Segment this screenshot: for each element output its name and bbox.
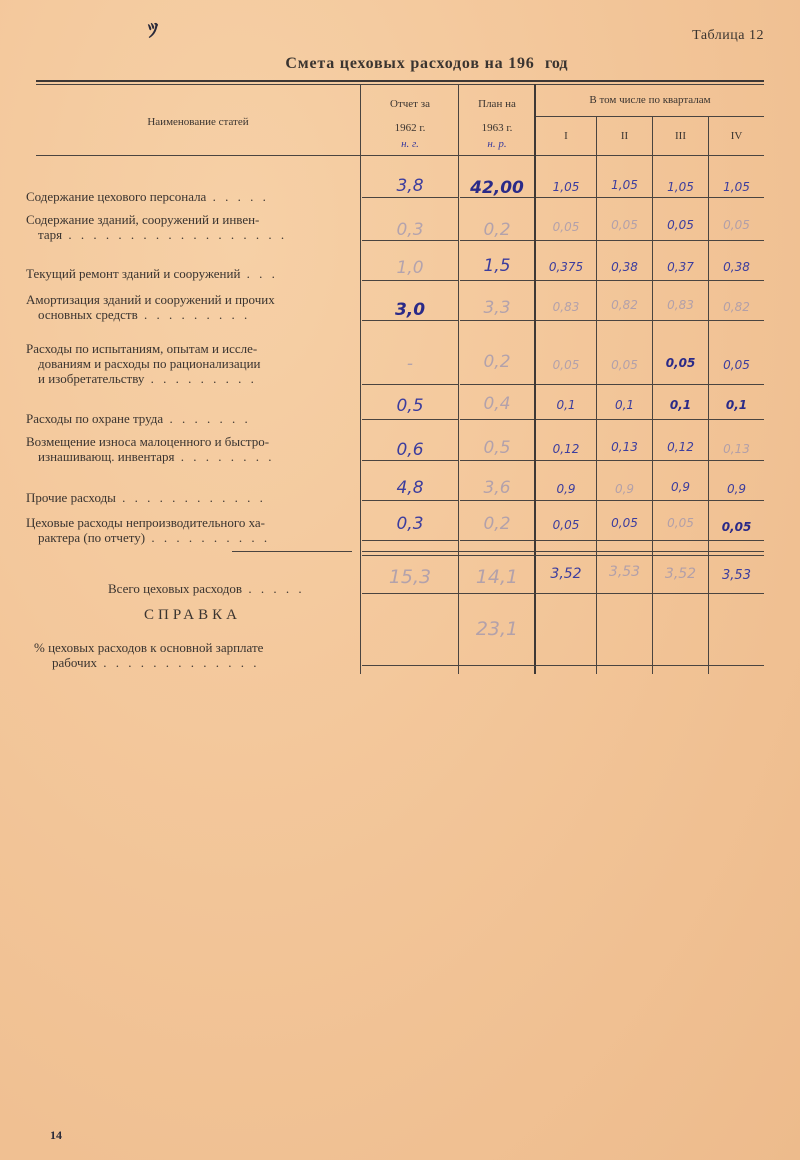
- row-q1-value: 0,12: [552, 442, 580, 456]
- header-quarter-2: II: [620, 130, 629, 142]
- header-quarter-4: IV: [730, 130, 743, 142]
- fill-line: [536, 240, 764, 241]
- total-label: Всего цеховых расходов . . . . .: [108, 581, 305, 596]
- row-q3-value: 0,05: [667, 218, 694, 232]
- fill-line: [362, 280, 458, 281]
- header-plan-year: 1963 г.: [481, 122, 513, 134]
- row-plan-value: 3,3: [483, 298, 511, 318]
- row-plan-value: 0,5: [483, 438, 511, 458]
- fill-line: [362, 240, 458, 241]
- table-number: Таблица 12: [692, 28, 764, 43]
- total-fill-line: [362, 593, 764, 594]
- reference-plan-value: 23,1: [475, 618, 519, 640]
- row-report-value: 1,0: [396, 258, 424, 278]
- row-report-value: 0,3: [396, 220, 424, 240]
- row-report-value: -: [406, 354, 414, 374]
- total-plan-value: 14,1: [475, 566, 519, 588]
- column-divider-q4: [708, 116, 709, 674]
- column-divider-q2: [596, 116, 597, 674]
- fill-line: [362, 540, 458, 541]
- row-label: Амортизация зданий и сооружений и прочих основных средств . . . . . . . . .: [26, 292, 275, 322]
- row-q2-value: 0,82: [611, 298, 638, 312]
- fill-line: [362, 384, 458, 385]
- row-q4-value: 0,38: [723, 260, 750, 274]
- total-q1-value: 3,52: [550, 566, 582, 582]
- page-number: 14: [50, 1128, 62, 1142]
- reference-title: СПРАВКА: [144, 607, 241, 623]
- row-q3-value: 0,05: [667, 516, 694, 530]
- fill-line: [362, 197, 458, 198]
- row-q4-value: 0,05: [723, 358, 750, 372]
- row-label: Расходы по охране труда . . . . . . .: [26, 411, 251, 426]
- fill-line: [362, 460, 458, 461]
- row-label: Текущий ремонт зданий и сооружений . . .: [26, 266, 278, 281]
- row-q2-value: 0,05: [611, 358, 638, 372]
- row-label: Содержание цехового персонала . . . . .: [26, 189, 269, 204]
- header-bottom-border: [36, 155, 764, 156]
- row-q2-value: 0,9: [614, 482, 635, 496]
- row-report-value: 0,3: [396, 514, 424, 534]
- row-q1-value: 0,1: [556, 398, 576, 412]
- header-item-name: Наименование статей: [147, 116, 249, 128]
- table-top-border-inner: [36, 84, 764, 85]
- row-q1-value: 0,05: [552, 220, 580, 234]
- row-report-value: 0,5: [396, 396, 424, 416]
- row-q1-value: 0,9: [556, 482, 576, 496]
- row-label: Содержание зданий, сооружений и инвен- таря . . . . . . . . . . . . . . . . . .: [26, 212, 288, 242]
- row-plan-value: 0,2: [483, 352, 511, 372]
- row-q4-value: 1,05: [723, 180, 750, 194]
- fill-line: [460, 384, 534, 385]
- header-plan-note: н. р.: [487, 138, 507, 150]
- row-label: Возмещение износа малоценного и быстро- изнашивающ. инвентаря . . . . . . . .: [26, 434, 275, 464]
- header-quarter-1: I: [564, 130, 568, 142]
- row-label: Цеховые расходы непроизводительного ха- рактера (по отчету) . . . . . . . . . .: [26, 515, 271, 545]
- row-q4-value: 0,05: [723, 218, 750, 232]
- header-report-note: н. г.: [401, 138, 419, 150]
- row-q2-value: 0,05: [611, 516, 638, 530]
- row-q1-value: 1,05: [552, 180, 580, 194]
- row-q4-value: 0,05: [721, 520, 752, 534]
- row-q2-value: 0,05: [611, 218, 638, 232]
- row-report-value: 3,0: [394, 300, 426, 320]
- row-q3-value: 0,9: [670, 480, 691, 494]
- fill-line: [536, 419, 764, 420]
- row-plan-value: 0,2: [483, 514, 511, 534]
- header-report-label: Отчет за: [390, 98, 430, 110]
- row-q2-value: 0,38: [611, 260, 638, 274]
- row-q3-value: 0,83: [667, 298, 694, 312]
- row-q2-value: 0,13: [611, 440, 638, 454]
- fill-line: [362, 419, 458, 420]
- row-q1-value: 0,05: [552, 358, 580, 372]
- row-report-value: 4,8: [396, 478, 424, 498]
- fill-line: [536, 384, 764, 385]
- page-title: Смета цеховых расходов на 196: [285, 55, 535, 72]
- fill-line: [536, 460, 764, 461]
- reference-label: % цеховых расходов к основной зарплате рабочих . . . . . . . . . . . . .: [34, 640, 264, 670]
- row-plan-value: 0,4: [483, 394, 511, 414]
- row-q4-value: 0,9: [726, 482, 747, 496]
- fill-line: [460, 280, 534, 281]
- column-divider-plan: [458, 84, 459, 674]
- header-quarter-3: III: [675, 130, 686, 142]
- fill-line: [362, 320, 458, 321]
- column-divider-q3: [652, 116, 653, 674]
- row-plan-value: 1,5: [483, 256, 511, 276]
- row-plan-value: 42,00: [470, 178, 524, 198]
- handwritten-corner-mark: ﾂ: [148, 18, 158, 42]
- reference-fill-line: [362, 665, 764, 666]
- fill-line: [460, 320, 534, 321]
- row-q3-value: 0,1: [669, 398, 692, 412]
- total-separator-inner: [362, 555, 764, 556]
- row-q1-value: 0,375: [548, 260, 584, 274]
- row-q1-value: 0,83: [552, 300, 580, 314]
- fill-line: [460, 240, 534, 241]
- row-q2-value: 1,05: [611, 178, 638, 192]
- row-q4-value: 0,13: [723, 442, 750, 456]
- fill-line: [536, 500, 764, 501]
- fill-line: [536, 540, 764, 541]
- header-quarters-label: В том числе по кварталам: [589, 94, 711, 106]
- fill-line: [460, 419, 534, 420]
- fill-line: [536, 280, 764, 281]
- fill-line: [460, 460, 534, 461]
- row-q3-value: 0,37: [667, 260, 694, 274]
- row-q1-value: 0,05: [552, 518, 580, 532]
- row-plan-value: 0,2: [483, 220, 511, 240]
- fill-line: [536, 320, 764, 321]
- column-divider-quarters: [534, 84, 536, 674]
- fill-line: [536, 197, 764, 198]
- row-q3-value: 0,12: [667, 440, 694, 454]
- quarters-header-divider: [535, 116, 764, 117]
- total-report-value: 15,3: [388, 566, 432, 588]
- row-plan-value: 3,6: [483, 478, 511, 498]
- row-report-value: 0,6: [396, 440, 424, 460]
- row-report-value: 3,8: [396, 176, 424, 196]
- total-q2-value: 3,53: [608, 564, 641, 580]
- total-separator-left: [232, 551, 352, 552]
- row-label: Прочие расходы . . . . . . . . . . . .: [26, 490, 266, 505]
- fill-line: [460, 540, 534, 541]
- row-q3-value: 0,05: [665, 356, 696, 370]
- total-q4-value: 3,53: [722, 568, 751, 583]
- header-report-year: 1962 г.: [394, 122, 426, 134]
- fill-line: [460, 500, 534, 501]
- table-top-border: [36, 80, 764, 82]
- total-separator: [362, 551, 764, 552]
- row-q4-value: 0,1: [725, 398, 748, 412]
- row-label: Расходы по испытаниям, опытам и иссле- дованиям и расходы по рационализации и изобретательству . . . . . . . . .: [26, 341, 261, 386]
- row-q2-value: 0,1: [614, 398, 635, 412]
- row-q4-value: 0,82: [723, 300, 750, 314]
- fill-line: [362, 500, 458, 501]
- title-year-suffix: год: [545, 55, 568, 72]
- header-plan-label: План на: [478, 98, 516, 110]
- total-q3-value: 3,52: [664, 566, 697, 582]
- row-q3-value: 1,05: [667, 180, 694, 194]
